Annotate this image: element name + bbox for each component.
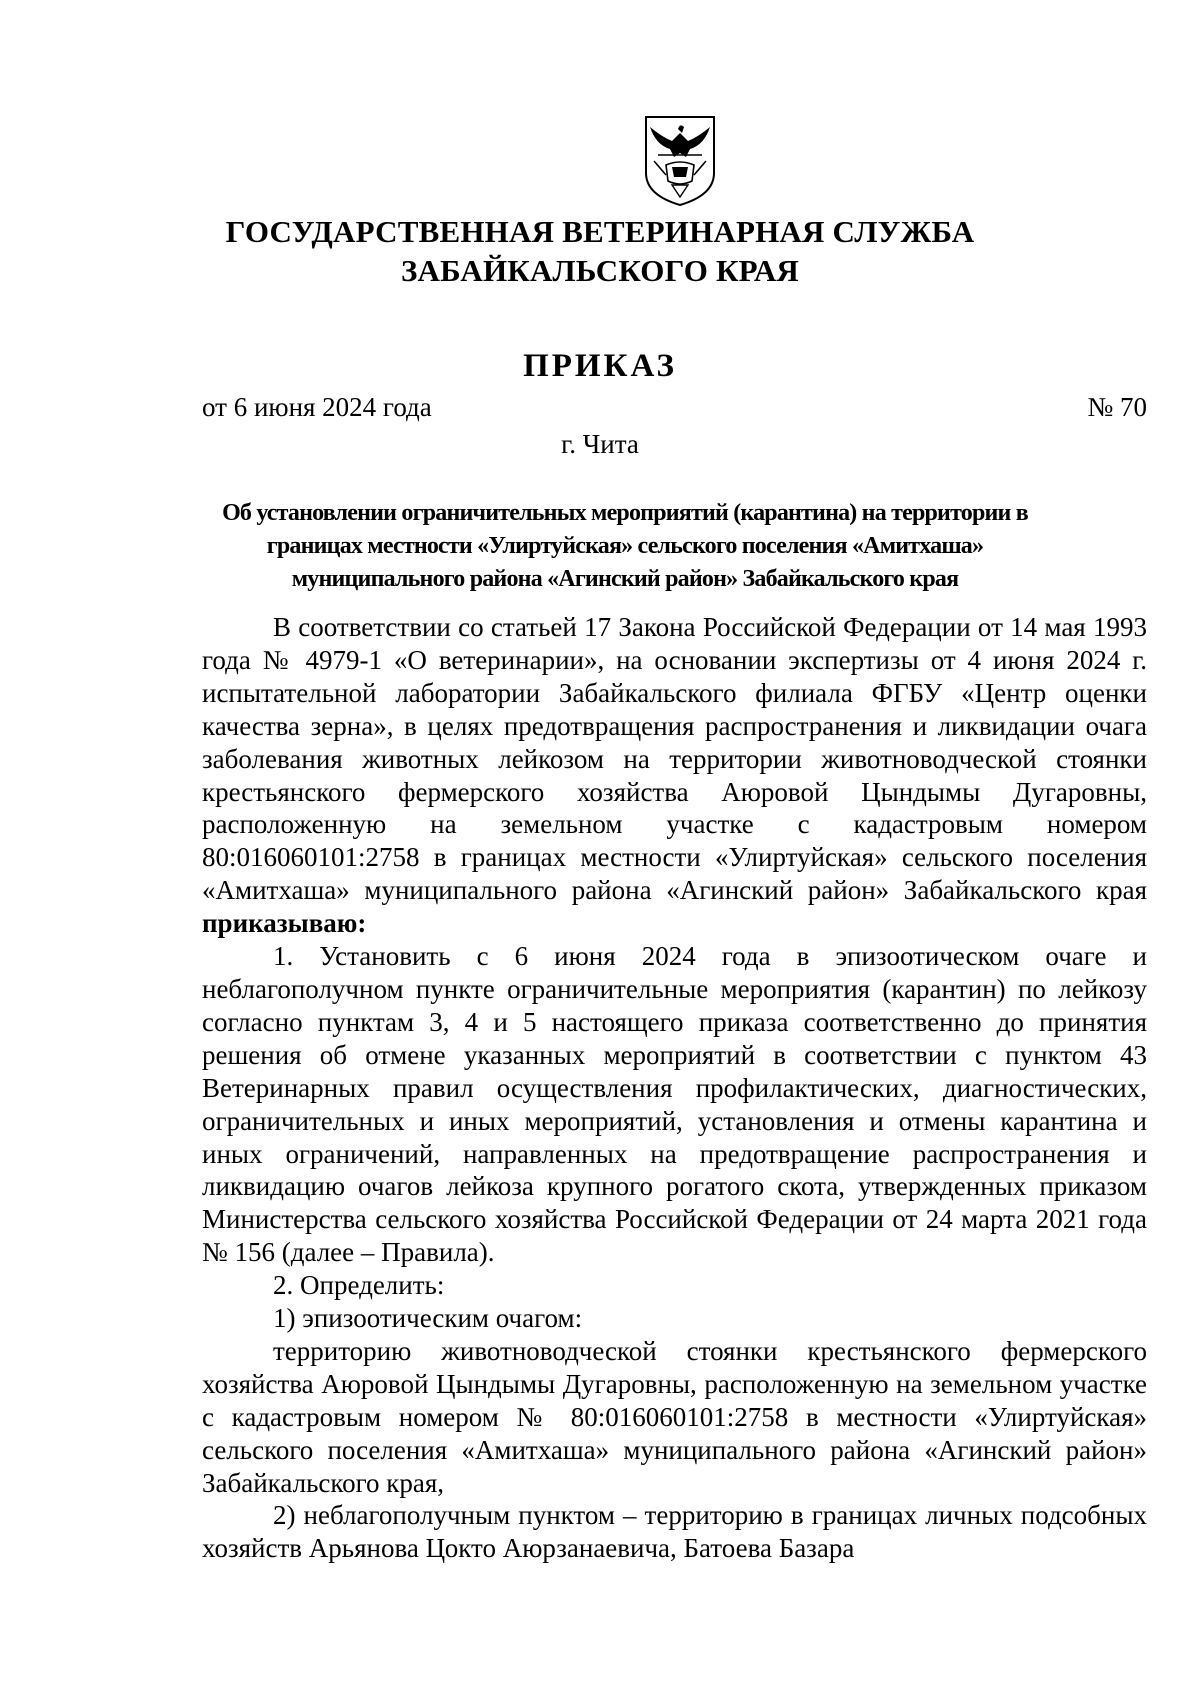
- paragraph-focus-territory: территорию животноводческой стоянки крестьянского фермерского хозяйства Аюровой Цындымы Дугаровны, расположенную на земельном участке с кадастровым номером № 80:016060101:2758 в местности «Улиртуйская» сельского поселения «Амитхаша» муниципального района «Агинский район» Забайкальского края,: [202, 1335, 1147, 1498]
- organization-name-line2: ЗАБАЙКАЛЬСКОГО КРАЯ: [400, 253, 800, 288]
- document-body: [202, 611, 1147, 1565]
- document-date: от 6 июня 2024 года: [202, 392, 432, 422]
- document-number: № 70: [1087, 392, 1147, 422]
- paragraph-subitem-1: 1) эпизоотическим очагом:: [273, 1303, 583, 1334]
- paragraph-preamble: [202, 611, 1147, 940]
- document-city: г. Чита: [561, 429, 639, 459]
- paragraph-subitem-2: 2) неблагополучным пунктом – территорию в границах личных подсобных хозяйств Арьянова Цокто Аюрзанаевича, Батоева Базара: [202, 1500, 1147, 1564]
- preamble-text: В соответствии со статьей 17 Закона Российской Федерации от 14 мая 1993 года № 4979-1 «О ветеринарии», на основании экспертизы от 4 июня 2024 г. испытательной лаборатории Забайкальского филиала ФГБУ «Центр оценки качества зерна», в целях предотвращения распространения и ликвидации очага заболевания животных лейкозом на территории животноводческой стоянки крестьянского фермерского хозяйства Аюровой Цындымы Дугаровны, расположенную на земельном участке с кадастровым номером 80:016060101:2758 в границах местности «Улиртуйская» сельского поселения «Амитхаша» муниципального района «Агинский район» Забайкальского края: [202, 612, 1147, 906]
- paragraph-item-1: 1. Установить с 6 июня 2024 года в эпизоотическом очаге и неблагополучном пункте ограничительные мероприятия (карантин) по лейкозу согласно пунктам 3, 4 и 5 настоящего приказа соответственно до принятия решения об отмене указанных мероприятий в соответствии с пунктом 43 Ветеринарных правил осуществления профилактических, диагностических, ограничительных и иных мероприятий, установления и отмены карантина и иных ограничений, направленных на предотвращение распространения и ликвидацию очагов лейкоза крупного рогатого скота, утвержденных приказом Министерства сельского хозяйства Российской Федерации от 24 марта 2021 года № 156 (далее – Правила).: [202, 941, 1147, 1268]
- preamble-order-word: приказываю:: [202, 908, 367, 939]
- paragraph-item-2: 2. Определить:: [273, 1270, 445, 1301]
- organization-name-line1: ГОСУДАРСТВЕННАЯ ВЕТЕРИНАРНАЯ СЛУЖБА: [225, 214, 975, 249]
- document-title-line3: муниципального района «Агинский район» Забайкальского края: [291, 566, 959, 592]
- coat-of-arms-emblem-icon: [642, 115, 718, 207]
- document-type: ПРИКАЗ: [523, 348, 677, 384]
- document-title-line2: границах местности «Улиртуйская» сельского поселения «Амитхаша»: [266, 533, 984, 559]
- document-title-line1: Об установлении ограничительных мероприятий (карантина) на территории в: [222, 500, 1028, 526]
